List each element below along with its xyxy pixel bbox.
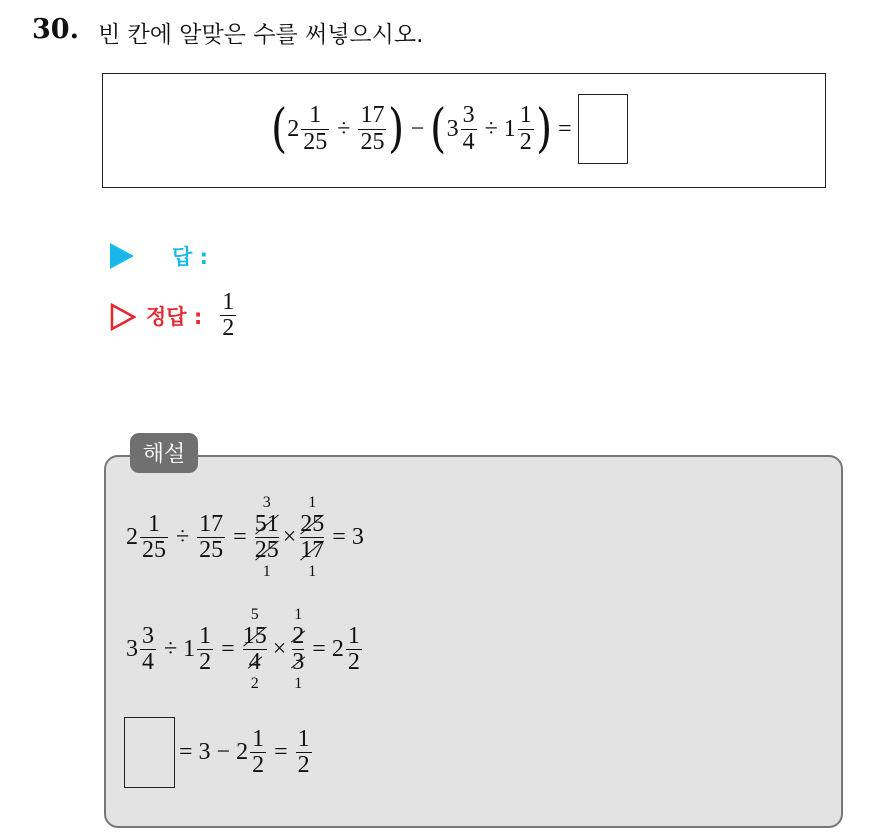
term1-whole: 2 bbox=[287, 115, 300, 142]
s1-a-top: 3 bbox=[262, 494, 271, 511]
correct-den: 2 bbox=[222, 315, 235, 342]
s2-frac1 bbox=[140, 624, 156, 675]
solution-line-1 bbox=[126, 494, 364, 581]
equals-op: = bbox=[558, 115, 572, 142]
s1-times: × bbox=[282, 523, 297, 550]
solution-line-2 bbox=[126, 606, 364, 693]
s1-eq2: = bbox=[332, 523, 346, 550]
answer-blank-box[interactable] bbox=[578, 94, 628, 164]
problem-box bbox=[102, 73, 826, 188]
s1-den2: 25 bbox=[199, 536, 224, 563]
s1-result: 3 bbox=[351, 523, 364, 550]
s1-b-bot: 1 bbox=[308, 562, 317, 580]
s3-r-num: 1 bbox=[297, 725, 310, 752]
term1-num: 1 bbox=[309, 102, 322, 129]
s2-whole: 3 bbox=[126, 635, 138, 662]
term3-whole: 3 bbox=[446, 115, 459, 142]
s1-a-num: 51 bbox=[254, 510, 279, 537]
s1-frac2 bbox=[197, 512, 225, 563]
s1-num2: 17 bbox=[199, 510, 224, 537]
outline-triangle-icon bbox=[110, 303, 136, 331]
answer-row bbox=[110, 241, 208, 271]
s3-three: 3 bbox=[198, 739, 211, 765]
s2-cancel-frac-b bbox=[292, 606, 304, 693]
s1-b-den: 17 bbox=[300, 536, 325, 563]
s2-eq2: = bbox=[312, 635, 326, 662]
s2-a-den: 4 bbox=[248, 648, 261, 675]
s2-eq: = bbox=[221, 635, 235, 662]
answer-label: 답 : bbox=[172, 245, 208, 269]
s1-eq: = bbox=[233, 523, 247, 550]
s3-r-den: 2 bbox=[297, 752, 310, 778]
correct-answer-fraction bbox=[220, 290, 236, 341]
s1-cancel-frac-a bbox=[255, 494, 279, 581]
divide-op-1: ÷ bbox=[337, 115, 351, 142]
term1-den: 25 bbox=[303, 128, 328, 155]
s1-a-bot: 1 bbox=[262, 562, 271, 580]
play-triangle-icon bbox=[110, 243, 134, 269]
s2-b-bot: 1 bbox=[294, 674, 303, 692]
right-paren: ) bbox=[388, 99, 405, 159]
solution-blank-box bbox=[124, 717, 175, 788]
s1-div: ÷ bbox=[176, 523, 190, 550]
solution-tag-label: 해설 bbox=[142, 441, 186, 467]
term4-num: 1 bbox=[519, 102, 532, 129]
s2-a-num: 15 bbox=[242, 622, 267, 649]
s3-whole: 2 bbox=[236, 739, 249, 765]
s2-div: ÷ bbox=[164, 635, 178, 662]
s2-den: 4 bbox=[142, 648, 154, 675]
left-paren: ( bbox=[271, 99, 288, 159]
s2-r-whole: 2 bbox=[331, 635, 344, 662]
s1-b-num: 25 bbox=[300, 510, 325, 537]
s1-whole: 2 bbox=[126, 523, 138, 550]
left-paren-2: ( bbox=[430, 99, 447, 159]
term4-fraction bbox=[518, 103, 534, 154]
s2-times: × bbox=[272, 635, 287, 662]
s3-eq: = bbox=[179, 739, 193, 765]
problem-expression bbox=[271, 94, 628, 164]
s2-num2: 1 bbox=[199, 622, 212, 649]
s3-eq2: = bbox=[274, 739, 288, 765]
s1-b-top: 1 bbox=[308, 494, 317, 511]
divide-op-2: ÷ bbox=[484, 115, 498, 142]
s2-b-top: 1 bbox=[294, 606, 303, 623]
s1-cancel-frac-b bbox=[300, 494, 324, 581]
s3-frac bbox=[250, 727, 266, 778]
term2-den: 25 bbox=[360, 128, 385, 155]
s3-result-frac bbox=[296, 727, 312, 778]
s1-a-den: 25 bbox=[254, 536, 279, 563]
s2-a-top: 5 bbox=[250, 606, 259, 623]
s3-minus: − bbox=[216, 739, 231, 765]
right-paren-2: ) bbox=[535, 99, 553, 159]
s1-num: 1 bbox=[148, 510, 160, 537]
s3-num: 1 bbox=[252, 725, 265, 752]
solution-tag bbox=[130, 433, 198, 473]
s1-frac1 bbox=[140, 512, 168, 563]
term3-den: 4 bbox=[462, 128, 475, 155]
s2-b-num: 2 bbox=[292, 622, 305, 649]
s2-frac2 bbox=[197, 624, 213, 675]
s2-num: 3 bbox=[142, 622, 154, 649]
term4-whole: 1 bbox=[503, 115, 516, 142]
term2-num: 17 bbox=[360, 102, 385, 129]
minus-op: − bbox=[410, 115, 425, 142]
term1-fraction bbox=[301, 103, 329, 154]
s2-cancel-frac-a bbox=[243, 606, 267, 693]
s2-result-frac bbox=[346, 624, 362, 675]
term4-den: 2 bbox=[519, 128, 532, 155]
question-prompt: 빈 칸에 알맞은 수를 써넣으시오. bbox=[98, 22, 424, 48]
term3-num: 3 bbox=[462, 102, 475, 129]
correct-num: 1 bbox=[222, 289, 235, 315]
s3-den: 2 bbox=[252, 752, 265, 778]
s1-den: 25 bbox=[142, 536, 166, 563]
s2-whole2: 1 bbox=[183, 635, 196, 662]
correct-answer-label: 정답 : bbox=[146, 304, 203, 329]
s2-den2: 2 bbox=[199, 648, 212, 675]
correct-answer-row bbox=[110, 290, 238, 341]
s2-r-num: 1 bbox=[347, 622, 360, 649]
s2-a-bot: 2 bbox=[250, 674, 259, 692]
term3-fraction bbox=[461, 103, 477, 154]
question-number: 30. bbox=[32, 14, 79, 45]
term2-fraction bbox=[358, 103, 386, 154]
solution-line-3 bbox=[124, 717, 314, 788]
s2-r-den: 2 bbox=[347, 648, 360, 675]
s2-b-den: 3 bbox=[292, 648, 305, 675]
